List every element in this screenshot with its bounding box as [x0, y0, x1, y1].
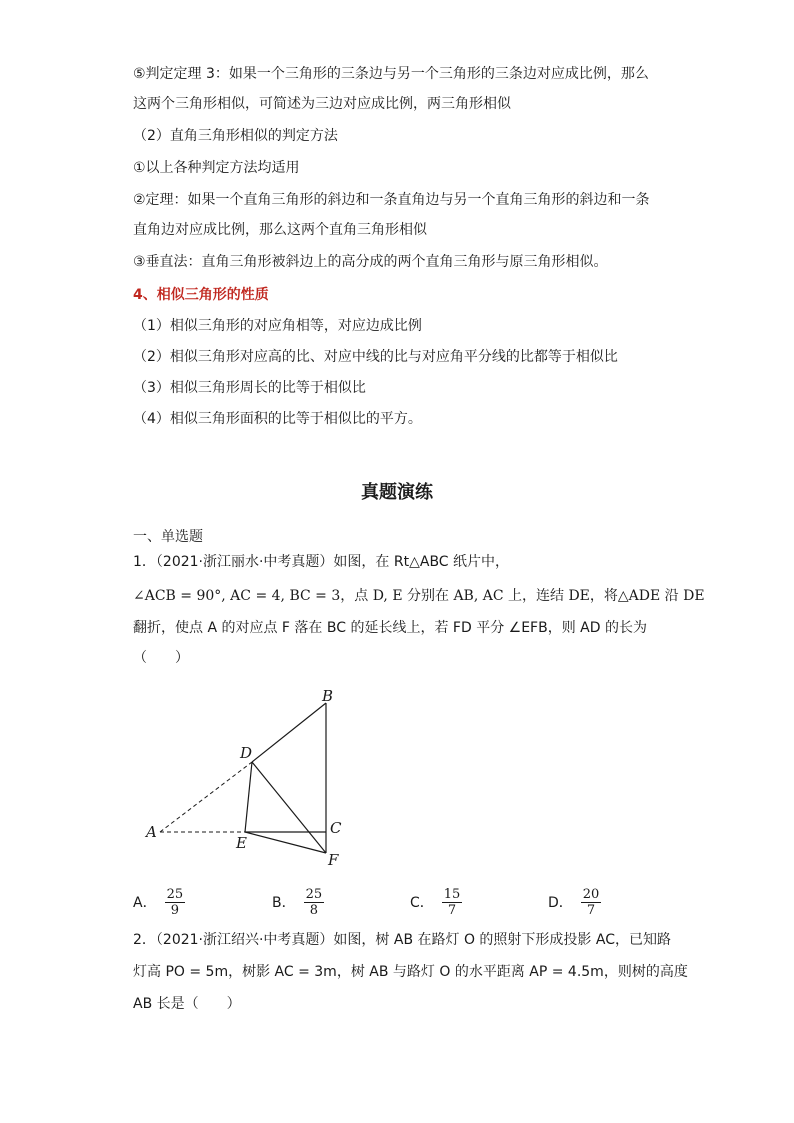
- option-a-numerator: 25: [166, 886, 184, 902]
- theory-line-5: ②定理：如果一个直角三角形的斜边和一条直角边与另一个直角三角形的斜边和一条: [133, 192, 650, 208]
- theory-line-1: ⑤判定定理 3：如果一个三角形的三条边与另一个三角形的三条边对应成比例，那么: [133, 66, 649, 82]
- segment-DB: [252, 703, 326, 762]
- label-A: A: [146, 823, 157, 841]
- option-d[interactable]: [548, 884, 601, 920]
- q2-line-3: AB 长是（ ）: [133, 996, 241, 1012]
- label-B: B: [322, 687, 334, 705]
- option-b-letter: B．: [272, 895, 296, 911]
- section-heading-properties: 4、相似三角形的性质: [133, 287, 269, 303]
- option-c-fraction: [442, 887, 463, 918]
- label-D: D: [240, 744, 253, 762]
- geometry-figure: [130, 680, 370, 875]
- property-4: （4）相似三角形面积的比等于相似比的平方。: [133, 411, 422, 427]
- option-a-fraction: [165, 887, 186, 918]
- option-a-letter: A．: [133, 895, 157, 911]
- theory-line-7: ③垂直法：直角三角形被斜边上的高分成的两个直角三角形与原三角形相似。: [133, 254, 608, 270]
- q2-line-1: 2．（2021·浙江绍兴·中考真题）如图，树 AB 在路灯 O 的照射下形成投影 AC，已知路: [133, 932, 671, 948]
- option-d-numerator: 20: [582, 886, 600, 902]
- theory-line-3: （2）直角三角形相似的判定方法: [133, 128, 338, 144]
- property-1: （1）相似三角形的对应角相等，对应边成比例: [133, 318, 422, 334]
- segment-EF: [245, 832, 326, 853]
- label-E: E: [236, 834, 247, 852]
- theory-line-4: ①以上各种判定方法均适用: [133, 160, 300, 176]
- option-b-fraction: [304, 887, 325, 918]
- segment-AD: [160, 762, 252, 832]
- option-d-letter: D．: [548, 895, 573, 911]
- q1-line-2: ∠ACB = 90°, AC = 4, BC = 3，点 D, E 分别在 AB, AC 上，连结 DE，将△ADE 沿 DE: [133, 588, 705, 604]
- theory-line-6: 直角边对应成比例，那么这两个直角三角形相似: [133, 222, 427, 238]
- label-C: C: [330, 819, 342, 837]
- property-2: （2）相似三角形对应高的比、对应中线的比与对应角平分线的比都等于相似比: [133, 349, 618, 365]
- q1-line-1: 1．（2021·浙江丽水·中考真题）如图，在 Rt△ABC 纸片中，: [133, 554, 510, 570]
- option-c-denominator: 7: [447, 902, 457, 918]
- option-c[interactable]: [410, 884, 462, 920]
- option-a[interactable]: [133, 884, 185, 920]
- section-title: 真题演练: [361, 482, 433, 503]
- q1-line-3: 翻折，使点 A 的对应点 F 落在 BC 的延长线上，若 FD 平分 ∠EFB，则 AD 的长为: [133, 620, 647, 636]
- segment-DF: [252, 762, 326, 853]
- question-type: 一、单选题: [133, 529, 203, 545]
- q2-line-2: 灯高 PO = 5m，树影 AC = 3m，树 AB 与路灯 O 的水平距离 AP = 4.5m，则树的高度: [133, 964, 688, 980]
- option-b[interactable]: [272, 884, 324, 920]
- option-c-letter: C．: [410, 895, 434, 911]
- option-d-denominator: 7: [586, 902, 596, 918]
- segment-DE: [245, 762, 252, 832]
- label-F: F: [328, 851, 339, 869]
- option-c-numerator: 15: [443, 886, 461, 902]
- property-3: （3）相似三角形周长的比等于相似比: [133, 380, 366, 396]
- option-b-denominator: 8: [309, 902, 319, 918]
- q1-line-4: （ ）: [133, 650, 189, 666]
- option-a-denominator: 9: [170, 902, 179, 918]
- option-b-numerator: 25: [305, 886, 323, 902]
- option-d-fraction: [581, 887, 602, 918]
- theory-line-2: 这两个三角形相似，可简述为三边对应成比例，两三角形相似: [133, 96, 511, 112]
